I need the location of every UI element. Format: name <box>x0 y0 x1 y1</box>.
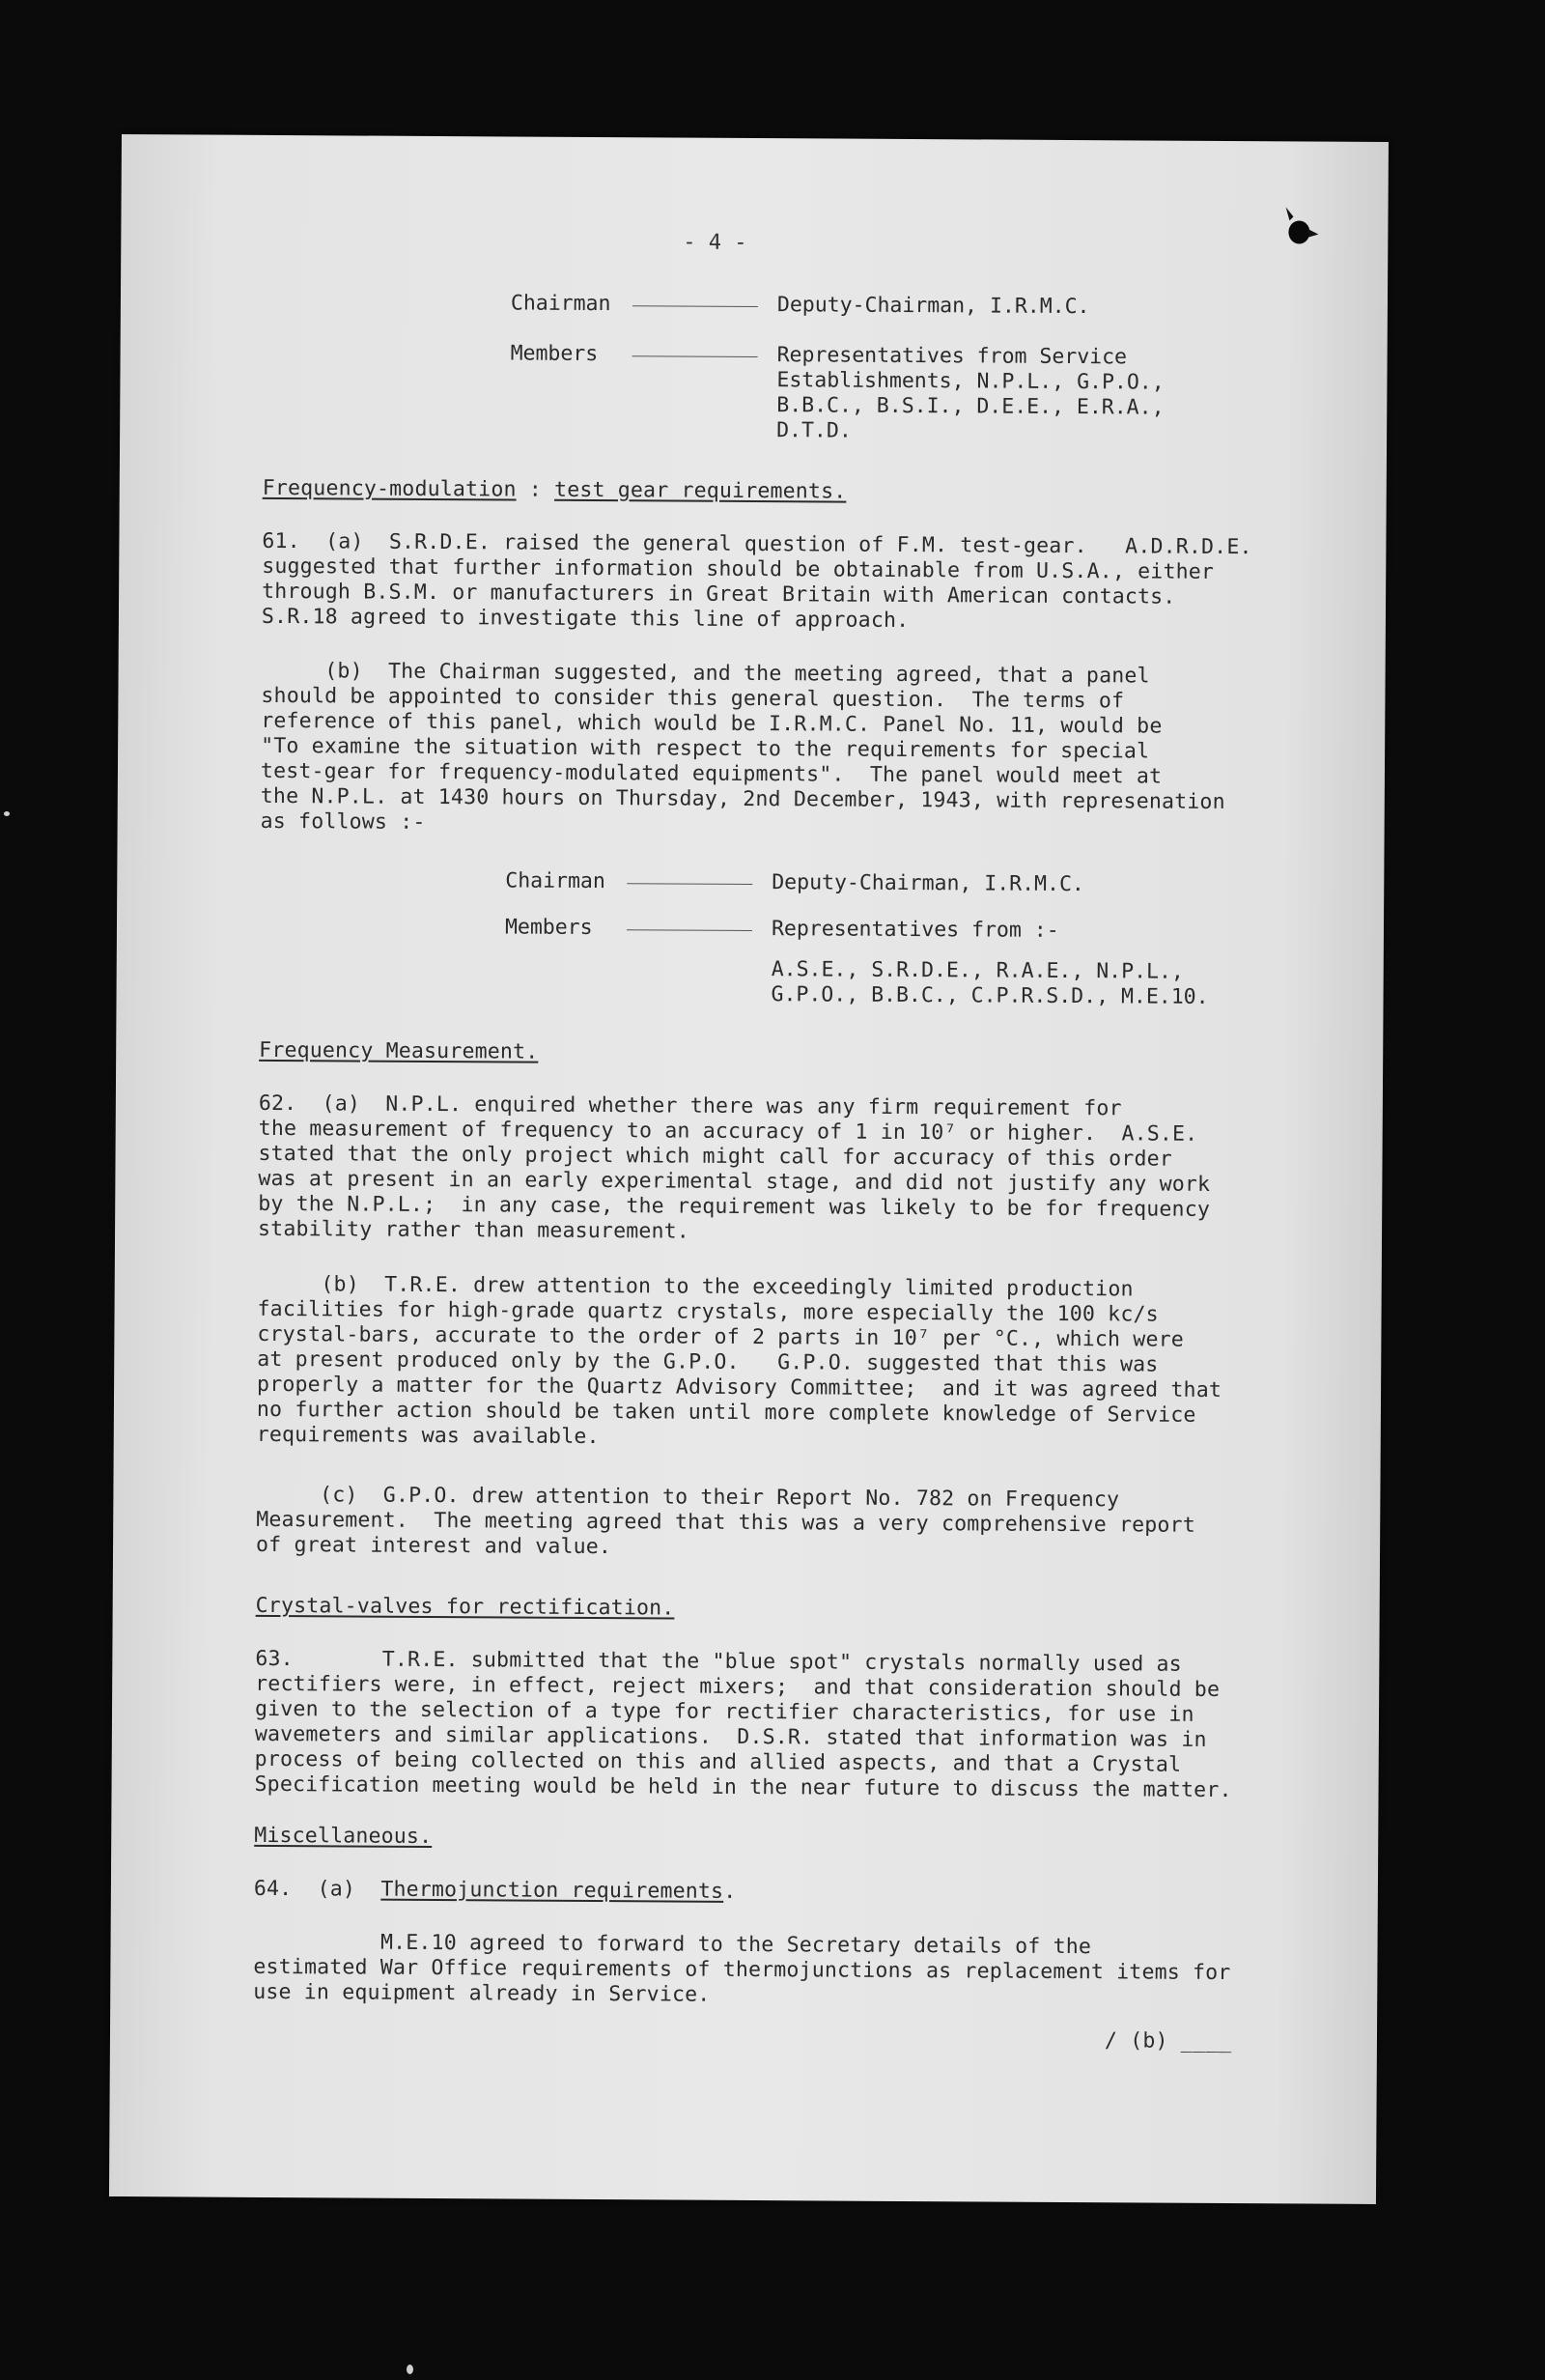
panel-1-members-row <box>510 341 1165 445</box>
leader-line <box>632 292 758 307</box>
panel-1-chairman-row <box>511 291 1165 320</box>
text-line: properly a matter for the Quartz Advisory Committee; and it was agreed that <box>257 1372 1222 1402</box>
heading-fm-part-a: Frequency-modulation <box>262 475 517 502</box>
continuation-text: / (b) ____ <box>1104 2028 1232 2054</box>
text-line: "To examine the situation with respect to the requirements for special <box>261 733 1150 764</box>
text-line: stated that the only project which might call for accuracy of this order <box>258 1141 1172 1172</box>
text-line: Measurement. The meeting agreed that this was a very comprehensive report <box>256 1507 1195 1538</box>
text-line: the measurement of frequency to an accuracy of 1 in 10⁷ or higher. A.S.E. <box>258 1116 1198 1147</box>
section-heading-miscellaneous <box>254 1824 1278 1855</box>
heading-text: Crystal-valves for rectification. <box>255 1593 675 1621</box>
text-line: stability rather than measurement. <box>258 1216 690 1244</box>
text-line: process of being collected on this and allied aspects, and that a Crystal <box>254 1746 1182 1777</box>
item-label: 64. (a) <box>253 1876 381 1902</box>
text-line: suggested that further information should be obtainable from U.S.A., either <box>262 553 1215 584</box>
members-line: Representatives from Service <box>776 343 1128 370</box>
text-line: 61. (a) S.R.D.E. raised the general question of F.M. test-gear. A.D.R.D.E. <box>262 528 1252 560</box>
section-heading-frequency-measurement <box>259 1038 1282 1069</box>
paragraph-64a-heading <box>254 1877 1278 1908</box>
text-line: the N.P.L. at 1430 hours on Thursday, 2nd December, 1943, with represenation <box>260 783 1225 814</box>
text-line: requirements was available. <box>256 1422 600 1450</box>
members-label: Members <box>504 915 593 940</box>
dust-speck <box>407 2365 413 2374</box>
text-line: 63. T.R.E. submitted that the "blue spot" crystals normally used as <box>255 1646 1182 1677</box>
continuation-marker <box>1105 2028 1298 2054</box>
text-line: estimated War Office requirements of thermojunctions as replacement items for <box>253 1954 1231 1986</box>
paragraph-62a <box>258 1091 1282 1248</box>
section-heading-crystal-valves <box>256 1594 1279 1625</box>
document-page <box>109 134 1389 2204</box>
text-line: 62. (a) N.P.L. enquired whether there was any firm requirement for <box>258 1091 1122 1121</box>
page-number: - 4 - <box>683 230 747 255</box>
paragraph-62b <box>257 1272 1281 1454</box>
dust-speck <box>4 811 10 816</box>
text-line: test-gear for frequency-modulated equipments". The panel would meet at <box>260 758 1163 789</box>
members-line: B.B.C., B.S.I., D.E.E., E.R.A., <box>776 393 1165 420</box>
members-line: D.T.D. <box>776 418 852 443</box>
chairman-label: Chairman <box>510 291 611 317</box>
members-label: Members <box>510 341 599 367</box>
text-line: (c) G.P.O. drew attention to their Report No. 782 on Frequency <box>256 1482 1120 1513</box>
text-line: M.E.10 agreed to forward to the Secretary details of the <box>253 1929 1092 1960</box>
text-line: (b) The Chairman suggested, and the meeting agreed, that a panel <box>261 658 1150 689</box>
text-line: crystal-bars, accurate to the order of 2 parts in 10⁷ per °C., which were <box>257 1321 1185 1352</box>
members-list <box>776 343 1165 445</box>
members-line: A.S.E., S.R.D.E., R.A.E., N.P.L., <box>771 957 1184 984</box>
paragraph-64a <box>253 1930 1277 2011</box>
members-list <box>771 917 1209 1010</box>
text-line: by the N.P.L.; in any case, the requirement was likely to be for frequency <box>258 1191 1211 1222</box>
panel-1-composition <box>510 291 1165 445</box>
members-value: Representatives from :- <box>771 917 1059 943</box>
leader-line <box>627 869 752 885</box>
panel-2-members-row <box>504 915 1209 1009</box>
ink-blot-mark <box>1279 205 1322 247</box>
chairman-value: Deputy-Chairman, I.R.M.C. <box>776 293 1090 320</box>
text-line: (b) T.R.E. drew attention to the exceedingly limited production <box>257 1271 1134 1302</box>
section-heading-fm <box>263 476 1286 507</box>
text-line: reference of this panel, which would be I.R.M.C. Panel No. 11, would be <box>261 708 1163 739</box>
paragraph-63 <box>254 1647 1278 1803</box>
heading-fm-separator: : <box>516 477 555 502</box>
text-line: no further action should be taken until more complete knowledge of Service <box>256 1397 1196 1428</box>
chairman-label: Chairman <box>505 868 605 894</box>
item-title-end: . <box>723 1879 737 1904</box>
paragraph-62c <box>256 1483 1279 1564</box>
text-line: wavemeters and similar applications. D.S.R. stated that information was in <box>254 1721 1207 1752</box>
panel-2-chairman-row <box>505 868 1209 897</box>
item-title: Thermojunction requirements <box>380 1877 724 1904</box>
paragraph-61a <box>262 529 1286 636</box>
panel-2-composition <box>504 868 1209 1009</box>
heading-fm-part-b: test gear requirements. <box>554 477 847 504</box>
paragraph-61b <box>261 659 1285 840</box>
heading-text: Miscellaneous. <box>254 1823 433 1849</box>
text-line: through B.S.M. or manufacturers in Great Britain with American contacts. <box>262 579 1176 609</box>
heading-text: Frequency Measurement. <box>259 1037 539 1064</box>
text-line: Specification meeting would be held in the near future to discuss the matter. <box>254 1771 1232 1803</box>
text-line: was at present in an early experimental stage, and did not justify any work <box>258 1166 1211 1197</box>
text-line: given to the selection of a type for rectifier characteristics, for use in <box>254 1696 1194 1727</box>
text-line: S.R.18 agreed to investigate this line of approach. <box>261 604 910 633</box>
text-line: of great interest and value. <box>256 1532 612 1560</box>
leader-line <box>632 342 758 357</box>
text-line: as follows :- <box>260 808 426 835</box>
members-line: G.P.O., B.B.C., C.P.R.S.D., M.E.10. <box>771 982 1209 1009</box>
text-line: rectifiers were, in effect, reject mixers; and that consideration should be <box>255 1671 1221 1702</box>
text-line: at present produced only by the G.P.O. G.P.O. suggested that this was <box>257 1346 1159 1377</box>
leader-line <box>627 916 752 931</box>
chairman-value: Deputy-Chairman, I.R.M.C. <box>772 870 1084 897</box>
members-line: Establishments, N.P.L., G.P.O., <box>776 368 1165 395</box>
text-line: use in equipment already in Service. <box>253 1979 711 2007</box>
text-line: should be appointed to consider this general question. The terms of <box>261 683 1125 714</box>
text-line: facilities for high-grade quartz crystals, more especially the 100 kc/s <box>257 1296 1159 1327</box>
